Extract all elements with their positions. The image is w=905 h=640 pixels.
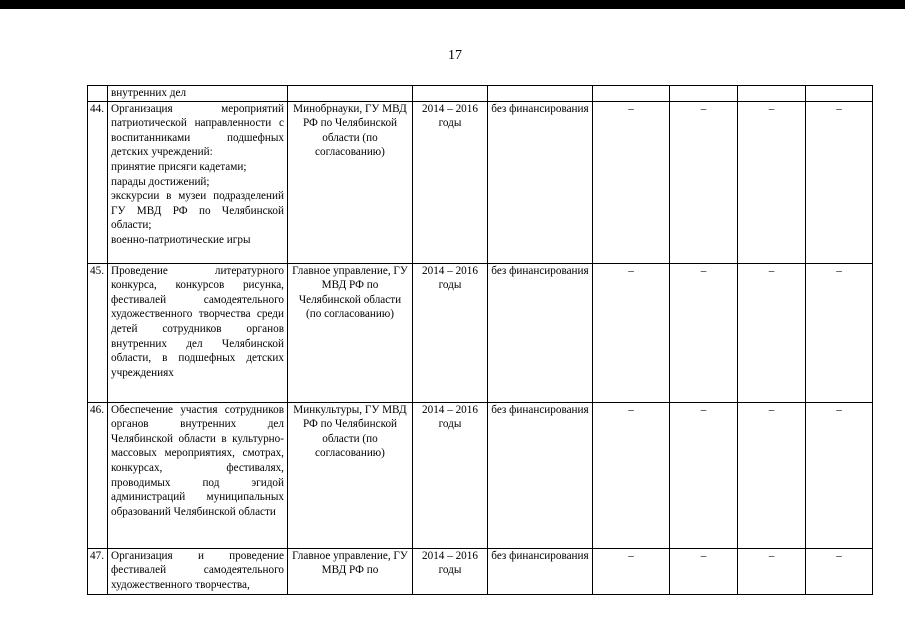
funding-value: – — [592, 263, 669, 402]
continuation-row — [88, 86, 873, 102]
value-cell — [669, 86, 737, 102]
activity-cell: внутренних дел — [107, 86, 287, 102]
row-number-cell — [88, 86, 108, 102]
funding-value: – — [805, 548, 872, 594]
table-row — [88, 548, 873, 594]
row-number: 44. — [88, 101, 108, 263]
executor: Минкультуры, ГУ МВД РФ по Челябинской области (по согласованию) — [287, 402, 412, 548]
activity-description: Проведение литературного конкурса, конкурсов рисунка, фестивалей самодеятельного художественного творчества среди детей сотрудников органов внутренних дел Челябинской области, в подшефных детских учреждениях — [107, 263, 287, 402]
funding-value: – — [669, 402, 737, 548]
scan-top-border — [0, 0, 905, 9]
financing-source: без финансирования — [487, 263, 592, 402]
financing-cell — [487, 86, 592, 102]
funding-value: – — [805, 402, 872, 548]
financing-source: без финансирования — [487, 548, 592, 594]
funding-value: – — [592, 548, 669, 594]
value-cell — [805, 86, 872, 102]
implementation-term: 2014 – 2016 годы — [412, 263, 487, 402]
row-number: 47. — [88, 548, 108, 594]
funding-value: – — [592, 101, 669, 263]
activity-description: Организация и проведение фестивалей самодеятельного художественного творчества, — [107, 548, 287, 594]
value-cell — [592, 86, 669, 102]
program-activities-table — [87, 85, 873, 595]
financing-source: без финансирования — [487, 402, 592, 548]
funding-value: – — [805, 101, 872, 263]
implementation-term: 2014 – 2016 годы — [412, 402, 487, 548]
implementation-term: 2014 – 2016 годы — [412, 548, 487, 594]
funding-value: – — [805, 263, 872, 402]
table-row — [88, 402, 873, 548]
executor: Минобрнауки, ГУ МВД РФ по Челябинской области (по согласованию) — [287, 101, 412, 263]
term-cell — [412, 86, 487, 102]
executor: Главное управление, ГУ МВД РФ по Челябинской области (по согласованию) — [287, 263, 412, 402]
implementation-term: 2014 – 2016 годы — [412, 101, 487, 263]
funding-value: – — [669, 548, 737, 594]
row-number: 45. — [88, 263, 108, 402]
funding-value: – — [737, 101, 805, 263]
executor-cell — [287, 86, 412, 102]
funding-value: – — [737, 548, 805, 594]
funding-value: – — [669, 263, 737, 402]
table-row — [88, 263, 873, 402]
executor: Главное управление, ГУ МВД РФ по — [287, 548, 412, 594]
activity-description: Организация мероприятий патриотической направленности с воспитанниками подшефных детских учреждений: принятие присяги кадетами; парады достижений; экскурсии в музеи подразделений ГУ МВД РФ по Челябинской области; военно-патриотические игры — [107, 101, 287, 263]
funding-value: – — [669, 101, 737, 263]
page-number: 17 — [448, 48, 462, 63]
funding-value: – — [592, 402, 669, 548]
funding-value: – — [737, 402, 805, 548]
row-number: 46. — [88, 402, 108, 548]
activity-description: Обеспечение участия сотрудников органов внутренних дел Челябинской области в культурно-массовых мероприятиях, смотрах, конкурсах, фестивалях, проводимых под эгидой администраций муниципальных образований Челябинской области — [107, 402, 287, 548]
financing-source: без финансирования — [487, 101, 592, 263]
table-row — [88, 101, 873, 263]
value-cell — [737, 86, 805, 102]
funding-value: – — [737, 263, 805, 402]
